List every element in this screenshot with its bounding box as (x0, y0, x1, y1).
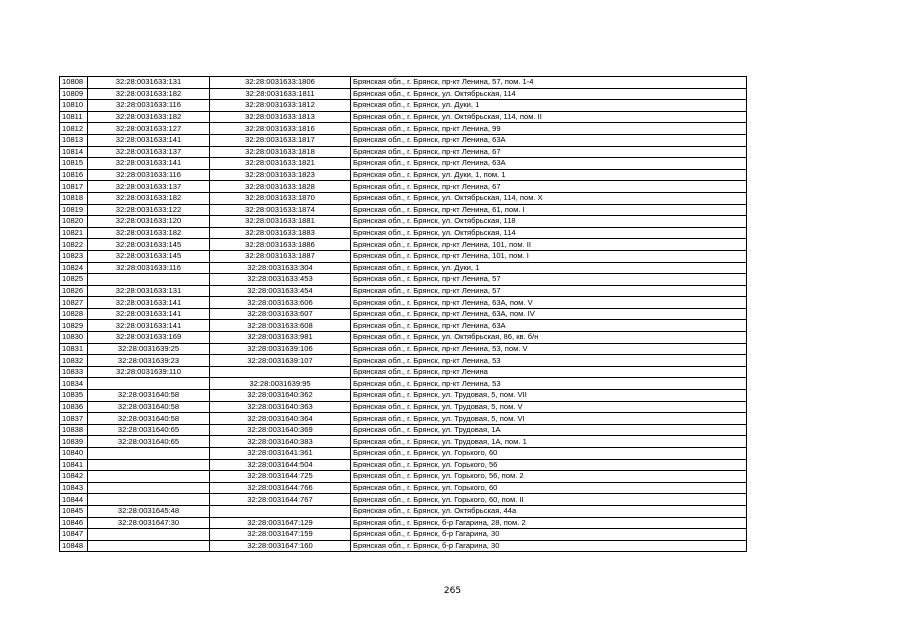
parcel-number-cell: 32:28:0031640:65 (88, 436, 210, 448)
registry-table (59, 76, 747, 552)
address-cell: Брянская обл., г. Брянск, ул. Трудовая, 5, пом. V (351, 401, 747, 413)
parcel-number-cell: 32:28:0031633:145 (88, 250, 210, 262)
parcel-number-cell: 32:28:0031633:137 (88, 146, 210, 158)
row-number-cell: 10833 (60, 366, 88, 378)
address-cell: Брянская обл., г. Брянск, пр-кт Ленина, 57 (351, 274, 747, 286)
row-number-cell: 10826 (60, 285, 88, 297)
table-row (60, 343, 747, 355)
parcel-number-cell (88, 482, 210, 494)
row-number-cell: 10816 (60, 169, 88, 181)
object-number-cell: 32:28:0031633:1806 (210, 77, 351, 89)
address-cell: Брянская обл., г. Брянск, ул. Трудовая, 5, пом. VII (351, 390, 747, 402)
parcel-number-cell: 32:28:0031633:182 (88, 111, 210, 123)
table-row (60, 111, 747, 123)
parcel-number-cell (88, 494, 210, 506)
address-cell: Брянская обл., г. Брянск, пр-кт Ленина, 67 (351, 146, 747, 158)
table-row (60, 320, 747, 332)
address-cell: Брянская обл., г. Брянск, пр-кт Ленина, 101, пом. II (351, 239, 747, 251)
object-number-cell: 32:28:0031640:383 (210, 436, 351, 448)
table-row (60, 274, 747, 286)
parcel-number-cell: 32:28:0031640:58 (88, 413, 210, 425)
address-cell: Брянская обл., г. Брянск, ул. Октябрьская, 86, кв. б/н (351, 332, 747, 344)
object-number-cell: 32:28:0031640:362 (210, 390, 351, 402)
object-number-cell: 32:28:0031633:1823 (210, 169, 351, 181)
parcel-number-cell (88, 529, 210, 541)
table-body (60, 77, 747, 552)
address-cell: Брянская обл., г. Брянск, пр-кт Ленина, 53 (351, 355, 747, 367)
object-number-cell: 32:28:0031647:159 (210, 529, 351, 541)
object-number-cell: 32:28:0031633:606 (210, 297, 351, 309)
object-number-cell: 32:28:0031633:608 (210, 320, 351, 332)
table-row (60, 355, 747, 367)
table-row (60, 285, 747, 297)
table-row (60, 250, 747, 262)
row-number-cell: 10841 (60, 459, 88, 471)
address-cell: Брянская обл., г. Брянск, ул. Дуки, 1 (351, 262, 747, 274)
row-number-cell: 10815 (60, 158, 88, 170)
object-number-cell (210, 366, 351, 378)
table-row (60, 169, 747, 181)
row-number-cell: 10812 (60, 123, 88, 135)
address-cell: Брянская обл., г. Брянск, б-р Гагарина, 28, пом. 2 (351, 517, 747, 529)
parcel-number-cell: 32:28:0031633:182 (88, 192, 210, 204)
row-number-cell: 10846 (60, 517, 88, 529)
row-number-cell: 10808 (60, 77, 88, 89)
row-number-cell: 10840 (60, 448, 88, 460)
row-number-cell: 10825 (60, 274, 88, 286)
table-row (60, 494, 747, 506)
table-row (60, 216, 747, 228)
page-number: 265 (443, 586, 462, 596)
parcel-number-cell: 32:28:0031633:141 (88, 297, 210, 309)
parcel-number-cell: 32:28:0031639:23 (88, 355, 210, 367)
parcel-number-cell (88, 378, 210, 390)
row-number-cell: 10842 (60, 471, 88, 483)
row-number-cell: 10847 (60, 529, 88, 541)
parcel-number-cell (88, 448, 210, 460)
parcel-number-cell: 32:28:0031633:116 (88, 169, 210, 181)
object-number-cell: 32:28:0031633:1817 (210, 134, 351, 146)
table-row (60, 146, 747, 158)
table-row (60, 308, 747, 320)
parcel-number-cell: 32:28:0031647:30 (88, 517, 210, 529)
table-row (60, 540, 747, 552)
row-number-cell: 10839 (60, 436, 88, 448)
object-number-cell: 32:28:0031644:767 (210, 494, 351, 506)
row-number-cell: 10819 (60, 204, 88, 216)
row-number-cell: 10813 (60, 134, 88, 146)
row-number-cell: 10835 (60, 390, 88, 402)
parcel-number-cell: 32:28:0031633:137 (88, 181, 210, 193)
table-row (60, 471, 747, 483)
object-number-cell: 32:28:0031641:361 (210, 448, 351, 460)
row-number-cell: 10824 (60, 262, 88, 274)
address-cell: Брянская обл., г. Брянск, пр-кт Ленина, 63А, пом. IV (351, 308, 747, 320)
row-number-cell: 10809 (60, 88, 88, 100)
parcel-number-cell (88, 540, 210, 552)
parcel-number-cell: 32:28:0031640:58 (88, 401, 210, 413)
parcel-number-cell: 32:28:0031640:58 (88, 390, 210, 402)
row-number-cell: 10831 (60, 343, 88, 355)
address-cell: Брянская обл., г. Брянск, ул. Горького, 56 (351, 459, 747, 471)
object-number-cell: 32:28:0031633:1874 (210, 204, 351, 216)
object-number-cell: 32:28:0031644:725 (210, 471, 351, 483)
row-number-cell: 10848 (60, 540, 88, 552)
parcel-number-cell: 32:28:0031633:116 (88, 262, 210, 274)
object-number-cell: 32:28:0031633:453 (210, 274, 351, 286)
row-number-cell: 10837 (60, 413, 88, 425)
address-cell: Брянская обл., г. Брянск, пр-кт Ленина, 57, пом. 1-4 (351, 77, 747, 89)
object-number-cell: 32:28:0031644:504 (210, 459, 351, 471)
table-row (60, 88, 747, 100)
row-number-cell: 10836 (60, 401, 88, 413)
address-cell: Брянская обл., г. Брянск, пр-кт Ленина, 61, пом. I (351, 204, 747, 216)
row-number-cell: 10828 (60, 308, 88, 320)
row-number-cell: 10845 (60, 505, 88, 517)
row-number-cell: 10818 (60, 192, 88, 204)
address-cell: Брянская обл., г. Брянск, ул. Октябрьская, 114, пом. X (351, 192, 747, 204)
address-cell: Брянская обл., г. Брянск, ул. Горького, 56, пом. 2 (351, 471, 747, 483)
parcel-number-cell: 32:28:0031633:120 (88, 216, 210, 228)
parcel-number-cell: 32:28:0031633:145 (88, 239, 210, 251)
table-row (60, 123, 747, 135)
table-row (60, 413, 747, 425)
parcel-number-cell: 32:28:0031633:131 (88, 77, 210, 89)
object-number-cell: 32:28:0031633:1812 (210, 100, 351, 112)
row-number-cell: 10827 (60, 297, 88, 309)
object-number-cell: 32:28:0031639:95 (210, 378, 351, 390)
object-number-cell: 32:28:0031633:1881 (210, 216, 351, 228)
address-cell: Брянская обл., г. Брянск, пр-кт Ленина, 101, пом. I (351, 250, 747, 262)
table-row (60, 134, 747, 146)
parcel-number-cell: 32:28:0031639:25 (88, 343, 210, 355)
table-row (60, 378, 747, 390)
address-cell: Брянская обл., г. Брянск, пр-кт Ленина, 63А (351, 134, 747, 146)
table-row (60, 204, 747, 216)
object-number-cell: 32:28:0031633:1887 (210, 250, 351, 262)
address-cell: Брянская обл., г. Брянск, ул. Горького, 60 (351, 482, 747, 494)
parcel-number-cell: 32:28:0031633:131 (88, 285, 210, 297)
table-row (60, 424, 747, 436)
object-number-cell: 32:28:0031647:160 (210, 540, 351, 552)
address-cell: Брянская обл., г. Брянск, пр-кт Ленина, 57 (351, 285, 747, 297)
row-number-cell: 10832 (60, 355, 88, 367)
parcel-number-cell: 32:28:0031633:141 (88, 308, 210, 320)
address-cell: Брянская обл., г. Брянск, ул. Горького, 60 (351, 448, 747, 460)
object-number-cell: 32:28:0031633:1818 (210, 146, 351, 158)
table-row (60, 332, 747, 344)
row-number-cell: 10830 (60, 332, 88, 344)
row-number-cell: 10822 (60, 239, 88, 251)
object-number-cell: 32:28:0031639:107 (210, 355, 351, 367)
address-cell: Брянская обл., г. Брянск, ул. Горького, 60, пом. II (351, 494, 747, 506)
row-number-cell: 10814 (60, 146, 88, 158)
parcel-number-cell (88, 274, 210, 286)
parcel-number-cell: 32:28:0031633:182 (88, 88, 210, 100)
object-number-cell: 32:28:0031644:766 (210, 482, 351, 494)
address-cell: Брянская обл., г. Брянск, ул. Октябрьская, 114 (351, 227, 747, 239)
table-row (60, 100, 747, 112)
object-number-cell: 32:28:0031633:1816 (210, 123, 351, 135)
address-cell: Брянская обл., г. Брянск, ул. Трудовая, 1А (351, 424, 747, 436)
table-row (60, 505, 747, 517)
parcel-number-cell: 32:28:0031633:182 (88, 227, 210, 239)
object-number-cell: 32:28:0031640:363 (210, 401, 351, 413)
parcel-number-cell (88, 459, 210, 471)
table-row (60, 436, 747, 448)
parcel-number-cell: 32:28:0031633:127 (88, 123, 210, 135)
table-row (60, 181, 747, 193)
object-number-cell: 32:28:0031647:129 (210, 517, 351, 529)
object-number-cell: 32:28:0031633:1813 (210, 111, 351, 123)
object-number-cell: 32:28:0031633:304 (210, 262, 351, 274)
address-cell: Брянская обл., г. Брянск, пр-кт Ленина (351, 366, 747, 378)
address-cell: Брянская обл., г. Брянск, ул. Октябрьская, 118 (351, 216, 747, 228)
object-number-cell: 32:28:0031633:1870 (210, 192, 351, 204)
row-number-cell: 10823 (60, 250, 88, 262)
parcel-number-cell: 32:28:0031633:116 (88, 100, 210, 112)
table-row (60, 366, 747, 378)
table-row (60, 158, 747, 170)
table-row (60, 529, 747, 541)
row-number-cell: 10811 (60, 111, 88, 123)
object-number-cell (210, 505, 351, 517)
address-cell: Брянская обл., г. Брянск, ул. Октябрьская, 114, пом. II (351, 111, 747, 123)
table-row (60, 517, 747, 529)
address-cell: Брянская обл., г. Брянск, б-р Гагарина, 30 (351, 540, 747, 552)
object-number-cell: 32:28:0031633:981 (210, 332, 351, 344)
row-number-cell: 10834 (60, 378, 88, 390)
parcel-number-cell: 32:28:0031633:169 (88, 332, 210, 344)
address-cell: Брянская обл., г. Брянск, ул. Дуки, 1, пом. 1 (351, 169, 747, 181)
object-number-cell: 32:28:0031639:106 (210, 343, 351, 355)
object-number-cell: 32:28:0031640:369 (210, 424, 351, 436)
address-cell: Брянская обл., г. Брянск, ул. Октябрьская, 44а (351, 505, 747, 517)
parcel-number-cell: 32:28:0031633:141 (88, 134, 210, 146)
address-cell: Брянская обл., г. Брянск, ул. Трудовая, 5, пом. VI (351, 413, 747, 425)
row-number-cell: 10829 (60, 320, 88, 332)
address-cell: Брянская обл., г. Брянск, пр-кт Ленина, 53, пом. V (351, 343, 747, 355)
parcel-number-cell: 32:28:0031633:122 (88, 204, 210, 216)
row-number-cell: 10821 (60, 227, 88, 239)
table-row (60, 262, 747, 274)
table-row (60, 192, 747, 204)
address-cell: Брянская обл., г. Брянск, пр-кт Ленина, 67 (351, 181, 747, 193)
row-number-cell: 10844 (60, 494, 88, 506)
address-cell: Брянская обл., г. Брянск, ул. Трудовая, 1А, пом. 1 (351, 436, 747, 448)
parcel-number-cell: 32:28:0031633:141 (88, 320, 210, 332)
address-cell: Брянская обл., г. Брянск, пр-кт Ленина, 63А (351, 158, 747, 170)
parcel-number-cell: 32:28:0031640:65 (88, 424, 210, 436)
row-number-cell: 10838 (60, 424, 88, 436)
table-row (60, 239, 747, 251)
object-number-cell: 32:28:0031633:1883 (210, 227, 351, 239)
parcel-number-cell (88, 471, 210, 483)
table-row (60, 448, 747, 460)
parcel-number-cell: 32:28:0031633:141 (88, 158, 210, 170)
object-number-cell: 32:28:0031633:607 (210, 308, 351, 320)
table-row (60, 297, 747, 309)
address-cell: Брянская обл., г. Брянск, ул. Октябрьская, 114 (351, 88, 747, 100)
row-number-cell: 10820 (60, 216, 88, 228)
object-number-cell: 32:28:0031633:1828 (210, 181, 351, 193)
row-number-cell: 10843 (60, 482, 88, 494)
address-cell: Брянская обл., г. Брянск, ул. Дуки, 1 (351, 100, 747, 112)
address-cell: Брянская обл., г. Брянск, пр-кт Ленина, 53 (351, 378, 747, 390)
address-cell: Брянская обл., г. Брянск, пр-кт Ленина, 63А (351, 320, 747, 332)
parcel-number-cell: 32:28:0031645:48 (88, 505, 210, 517)
object-number-cell: 32:28:0031633:1811 (210, 88, 351, 100)
address-cell: Брянская обл., г. Брянск, пр-кт Ленина, 99 (351, 123, 747, 135)
table-row (60, 77, 747, 89)
object-number-cell: 32:28:0031633:1821 (210, 158, 351, 170)
address-cell: Брянская обл., г. Брянск, б-р Гагарина, 30 (351, 529, 747, 541)
row-number-cell: 10817 (60, 181, 88, 193)
object-number-cell: 32:28:0031633:1886 (210, 239, 351, 251)
object-number-cell: 32:28:0031640:364 (210, 413, 351, 425)
table-row (60, 390, 747, 402)
table-row (60, 401, 747, 413)
table-row (60, 227, 747, 239)
parcel-number-cell: 32:28:0031639:110 (88, 366, 210, 378)
address-cell: Брянская обл., г. Брянск, пр-кт Ленина, 63А, пом. V (351, 297, 747, 309)
table-row (60, 482, 747, 494)
row-number-cell: 10810 (60, 100, 88, 112)
object-number-cell: 32:28:0031633:454 (210, 285, 351, 297)
table-row (60, 459, 747, 471)
